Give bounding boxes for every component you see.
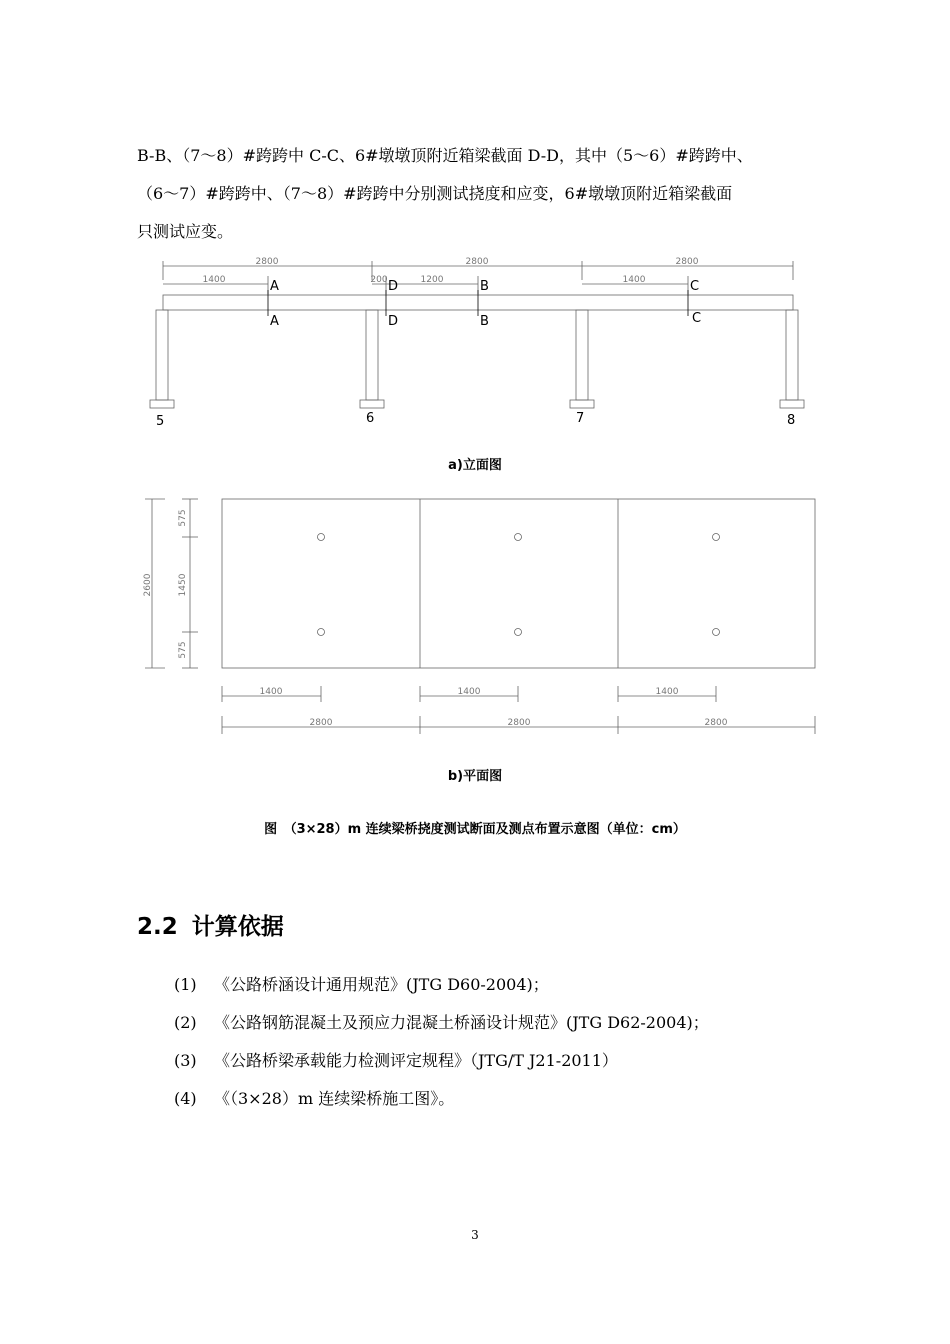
section-heading xyxy=(137,908,298,941)
list-item xyxy=(174,1004,709,1042)
section-label: A xyxy=(270,279,279,294)
sub-dim: 1200 xyxy=(420,275,444,285)
span-dim: 2800 xyxy=(704,718,728,728)
section-label: B xyxy=(480,279,489,294)
section-label: C xyxy=(690,279,700,294)
span-dim: 2800 xyxy=(309,718,333,728)
intro-line: 只测试应变。 xyxy=(137,222,234,241)
sub-dim: 1400 xyxy=(622,275,646,285)
sub-dim: 1400 xyxy=(202,275,226,285)
pier-label: 5 xyxy=(156,414,165,429)
half-span-dim: 1400 xyxy=(457,687,481,697)
plan-caption: b)平面图 xyxy=(447,769,503,784)
half-span-dim: 1400 xyxy=(259,687,283,697)
reference-number: (4) xyxy=(174,1089,197,1108)
section-label: A xyxy=(270,314,279,329)
reference-text: 《公路桥梁承载能力检测评定规程》（JTG/T J21-2011） xyxy=(214,1051,618,1070)
section-label: D xyxy=(388,314,399,329)
section-label: B xyxy=(480,314,489,329)
reference-number: (1) xyxy=(174,975,197,994)
reference-text: 《（3×28）m 连续梁桥施工图》。 xyxy=(214,1089,455,1108)
span-dim: 2800 xyxy=(507,718,531,728)
list-item xyxy=(174,1042,709,1080)
figure-title: 图 （3×28）m 连续梁桥挠度测试断面及测点布置示意图（单位：cm） xyxy=(264,822,686,837)
section-label: C xyxy=(692,311,702,326)
section-title: 计算依据 xyxy=(191,914,284,940)
page-number: 3 xyxy=(471,1228,479,1242)
pier-label: 6 xyxy=(366,411,375,426)
vertical-dim: 575 xyxy=(178,641,188,659)
reference-number: (2) xyxy=(174,1013,197,1032)
plan-drawing xyxy=(0,490,950,740)
span-dim: 2800 xyxy=(255,257,279,267)
section-label: D xyxy=(388,279,399,294)
total-width-dim: 2600 xyxy=(143,573,153,597)
span-dim: 2800 xyxy=(465,257,489,267)
pier-label: 7 xyxy=(576,411,585,426)
reference-text: 《公路桥涵设计通用规范》(JTG D60-2004)； xyxy=(214,975,549,994)
pier-label: 8 xyxy=(787,413,796,428)
reference-number: (3) xyxy=(174,1051,197,1070)
intro-line: B-B、（7～8）#跨跨中 C-C、6#墩墩顶附近箱梁截面 D-D，其中（5～6）#跨跨中、 xyxy=(137,146,753,165)
section-number: 2.2 xyxy=(137,914,178,940)
half-span-dim: 1400 xyxy=(655,687,679,697)
reference-list xyxy=(174,966,709,1118)
span-dim: 2800 xyxy=(675,257,699,267)
vertical-dim: 575 xyxy=(178,509,188,527)
list-item xyxy=(174,966,709,1004)
list-item xyxy=(174,1080,709,1118)
intro-line: （6～7）#跨跨中、（7～8）#跨跨中分别测试挠度和应变，6#墩墩顶附近箱梁截面 xyxy=(137,184,733,203)
sub-dim: 200 xyxy=(370,275,388,285)
elevation-caption: a)立面图 xyxy=(448,458,502,473)
intro-paragraph xyxy=(137,137,827,251)
elevation-drawing xyxy=(0,250,950,440)
vertical-dim: 1450 xyxy=(178,573,188,597)
reference-text: 《公路钢筋混凝土及预应力混凝土桥涵设计规范》(JTG D62-2004)； xyxy=(214,1013,709,1032)
